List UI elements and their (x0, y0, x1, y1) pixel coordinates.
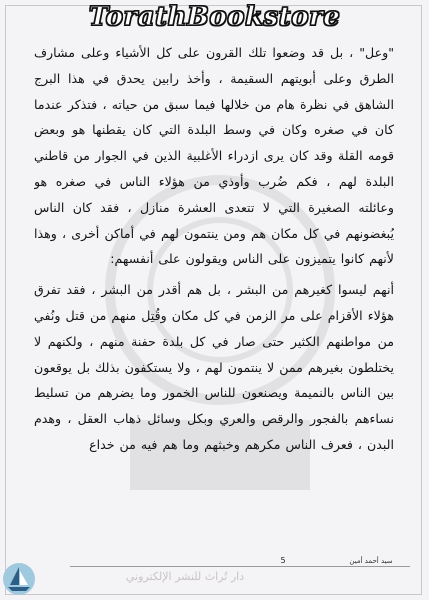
page-footer (70, 556, 410, 584)
sailboat-icon (2, 562, 36, 596)
publisher-name: دار تُراث للنشر الإلكتروني (125, 570, 245, 583)
brand-header: TorathBookstore (88, 2, 341, 32)
footer-rule (70, 566, 410, 567)
page-number: 5 (280, 556, 286, 565)
body-text (34, 40, 394, 540)
paragraph-1: "وعل" ، بل قد وضعوا تلك القرون على كل الأشياء وعلى مشارف الطرق وعلى أبويتهم السقيمة ، وأخذ رابين يحدق في هذا البرج الشاهق في نظرة هام من خلالها فيما سبق من حياته ، فتذكر عندما كان في صغره وكان في وسط البلدة التي كان يقطنها هو وبعض قومه القلة وقد كان يرى ازدراء الأغلبية الذين في الجوار من قاطني البلدة لهم ، فكم ضُرب وأوذي من هؤلاء الناس في صغره هو وعائلته الصغيرة التي لا تتعدى العشرة منازل ، فقد كان الناس يُبغضونهم في كل مكان هم ومن ينتمون لهم في أماكن أخرى ، وهذا لأنهم كانوا يتميزون على الناس ويقولون على أنفسهم: (34, 45, 394, 267)
author-name: سيد أحمد أمين (349, 557, 393, 565)
paragraph-2: أنهم ليسوا كغيرهم من البشر ، بل هم أقدر من البشر ، فقد تفرق هؤلاء الأقزام على مر الزمن في كل مكان وقُتِل منهم من قتل ونُفي من مواطنهم الكثير حتى صار في كل بلدة حفنة منهم ، ولكنهم لا يختلطون بغيرهم ممن لا ينتمون لهم ، ولا يستكفون بذلك بل يوقعون بين الناس بالنميمة ويصنعون للناس الخمور وما يضرهم من تسليط نساءهم بالفجور والرقص والعري وبكل وسائل ذهاب العقل ، وهدم البدن ، فعرف الناس مكرهم وخبثهم وما هم فيه من خداع (34, 282, 394, 452)
